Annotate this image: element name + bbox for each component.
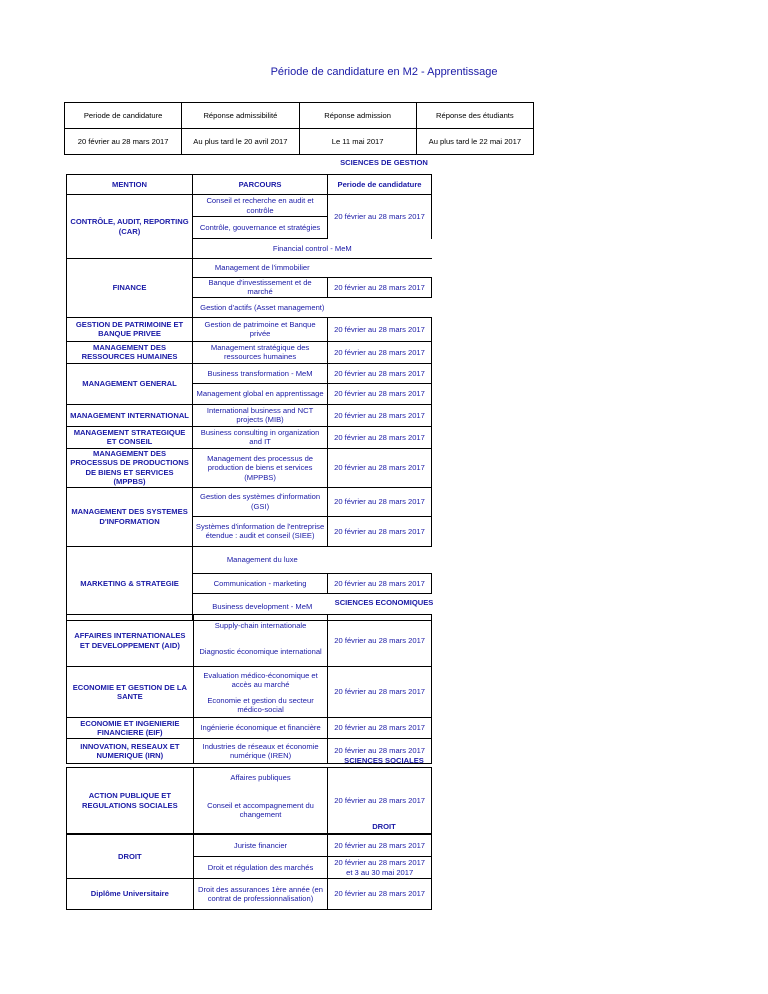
table-eco xyxy=(66,614,432,764)
date-cell: 20 février au 28 mars 2017 xyxy=(328,516,432,546)
parcours-cell: Industries de réseaux et économie numérique (IREN) xyxy=(193,739,328,764)
mention-cell: MARKETING & STRATEGIE xyxy=(67,546,193,620)
summary-header-cell: Réponse des étudiants xyxy=(416,103,533,129)
parcours-cell: Droit des assurances 1ère année (en contrat de professionnalisation) xyxy=(193,879,328,910)
parcours-cell: Economie et gestion du secteur médico-social xyxy=(193,694,328,718)
summary-value-cell: Au plus tard le 20 avril 2017 xyxy=(182,129,299,155)
summary-table xyxy=(64,102,534,155)
parcours-cell: Juriste financier xyxy=(193,835,328,857)
parcours-cell: Management stratégique des ressources humaines xyxy=(193,341,328,363)
date-cell: 20 février au 28 mars 2017 xyxy=(328,195,432,239)
table-droit xyxy=(66,834,432,910)
col-header-periode: Periode de candidature xyxy=(328,175,432,195)
mention-cell: MANAGEMENT INTERNATIONAL xyxy=(67,404,193,426)
date-cell: 20 février au 28 mars 2017 xyxy=(328,879,432,910)
parcours-cell: International business and NCT projects (MIB) xyxy=(193,404,328,426)
mention-cell: INNOVATION, RESEAUX ET NUMERIQUE (IRN) xyxy=(67,739,194,764)
parcours-cell: Contrôle, gouvernance et stratégies xyxy=(193,217,328,239)
parcours-cell: Banque d'investissement et de marché xyxy=(193,278,328,298)
summary-value-cell: Au plus tard le 22 mai 2017 xyxy=(416,129,533,155)
column-header-row xyxy=(67,175,432,195)
date-cell: 20 février au 28 mars 2017 xyxy=(328,718,432,739)
parcours-cell: Management global en apprentissage xyxy=(193,383,328,404)
mention-cell: MANAGEMENT DES PROCESSUS DE PRODUCTIONS DE BIENS ET SERVICES (MPPBS) xyxy=(67,448,193,487)
date-cell: 20 février au 28 mars 2017 xyxy=(328,404,432,426)
summary-header-row xyxy=(65,103,534,129)
date-cell: 20 février au 28 mars 2017 xyxy=(328,363,432,383)
parcours-cell: Management du luxe xyxy=(193,546,432,573)
date-cell: 20 février au 28 mars 2017 xyxy=(328,739,432,764)
parcours-cell: Gestion de patrimoine et Banque privée xyxy=(193,317,328,341)
parcours-cell: Conseil et accompagnement du changement xyxy=(193,788,328,834)
mention-cell: AFFAIRES INTERNATIONALES ET DEVELOPPEMENT (AID) xyxy=(67,615,194,667)
summary-value-cell: Le 11 mai 2017 xyxy=(299,129,416,155)
mention-cell: GESTION DE PATRIMOINE ET BANQUE PRIVEE xyxy=(67,317,193,341)
parcours-cell: Gestion d'actifs (Asset management) xyxy=(193,297,432,317)
summary-header-cell: Réponse admissibilité xyxy=(182,103,299,129)
date-cell: 20 février au 28 mars 2017 et 3 au 30 mai 2017 xyxy=(328,857,432,879)
parcours-cell: Conseil et recherche en audit et contrôle xyxy=(193,195,328,217)
parcours-cell: Business transformation - MeM xyxy=(193,363,328,383)
date-cell: 20 février au 28 mars 2017 xyxy=(328,573,432,593)
mention-cell: MANAGEMENT DES SYSTEMES D'INFORMATION xyxy=(67,487,193,546)
page-title: Période de candidature en M2 - Apprentissage xyxy=(270,66,498,78)
parcours-cell: Communication - marketing xyxy=(193,573,328,593)
date-cell: 20 février au 28 mars 2017 xyxy=(328,487,432,516)
mention-cell: MANAGEMENT STRATEGIQUE ET CONSEIL xyxy=(67,426,193,448)
parcours-cell: Systèmes d'information de l'entreprise étendue : audit et conseil (SIEE) xyxy=(193,516,328,546)
summary-value-cell: 20 février au 28 mars 2017 xyxy=(65,129,182,155)
parcours-cell: Supply-chain internationale xyxy=(193,615,328,637)
mention-cell: FINANCE xyxy=(67,259,193,318)
parcours-cell: Management des processus de production de biens et services (MPPBS) xyxy=(193,448,328,487)
mention-cell: Diplôme Universitaire xyxy=(67,879,194,910)
col-header-mention: MENTION xyxy=(67,175,193,195)
section-title-eco: SCIENCES ECONOMIQUES xyxy=(334,598,434,607)
table-gestion xyxy=(66,174,432,621)
date-cell: 20 février au 28 mars 2017 xyxy=(328,317,432,341)
mention-cell: ACTION PUBLIQUE ET REGULATIONS SOCIALES xyxy=(67,768,194,834)
col-header-parcours: PARCOURS xyxy=(193,175,328,195)
parcours-cell: Ingénierie économique et financière xyxy=(193,718,328,739)
mention-cell: ECONOMIE ET GESTION DE LA SANTE xyxy=(67,667,194,718)
date-cell: 20 février au 28 mars 2017 xyxy=(328,278,432,298)
parcours-cell: Diagnostic économique international xyxy=(193,637,328,667)
summary-header-cell: Réponse admission xyxy=(299,103,416,129)
section-title-sociales: SCIENCES SOCIALES xyxy=(344,756,424,765)
parcours-cell: Financial control - MeM xyxy=(193,239,432,259)
mention-cell: ECONOMIE ET INGENIERIE FINANCIERE (EIF) xyxy=(67,718,194,739)
parcours-cell: Business development - MeM xyxy=(193,593,432,620)
section-title-gestion: SCIENCES DE GESTION xyxy=(340,158,428,167)
summary-header-cell: Periode de candidature xyxy=(65,103,182,129)
mention-cell: MANAGEMENT GENERAL xyxy=(67,363,193,404)
parcours-cell: Business consulting in organization and IT xyxy=(193,426,328,448)
date-cell: 20 février au 28 mars 2017 xyxy=(328,615,432,667)
parcours-cell: Droit et régulation des marchés xyxy=(193,857,328,879)
date-cell: 20 février au 28 mars 2017 xyxy=(328,667,432,718)
date-cell: 20 février au 28 mars 2017 xyxy=(328,448,432,487)
section-title-droit: DROIT xyxy=(372,822,396,831)
parcours-cell: Affaires publiques xyxy=(193,768,328,788)
parcours-cell: Evaluation médico-économique et accès au marché xyxy=(193,667,328,694)
summary-value-row xyxy=(65,129,534,155)
date-cell: 20 février au 28 mars 2017 xyxy=(328,835,432,857)
parcours-cell: Gestion des systèmes d'information (GSI) xyxy=(193,487,328,516)
mention-cell: DROIT xyxy=(67,835,194,879)
mention-cell: CONTRÔLE, AUDIT, REPORTING (CAR) xyxy=(67,195,193,259)
date-cell: 20 février au 28 mars 2017 xyxy=(328,383,432,404)
date-cell: 20 février au 28 mars 2017 xyxy=(328,426,432,448)
mention-cell: MANAGEMENT DES RESSOURCES HUMAINES xyxy=(67,341,193,363)
date-cell: 20 février au 28 mars 2017 xyxy=(328,768,432,834)
date-cell: 20 février au 28 mars 2017 xyxy=(328,341,432,363)
parcours-cell: Management de l'immobilier xyxy=(214,263,310,273)
